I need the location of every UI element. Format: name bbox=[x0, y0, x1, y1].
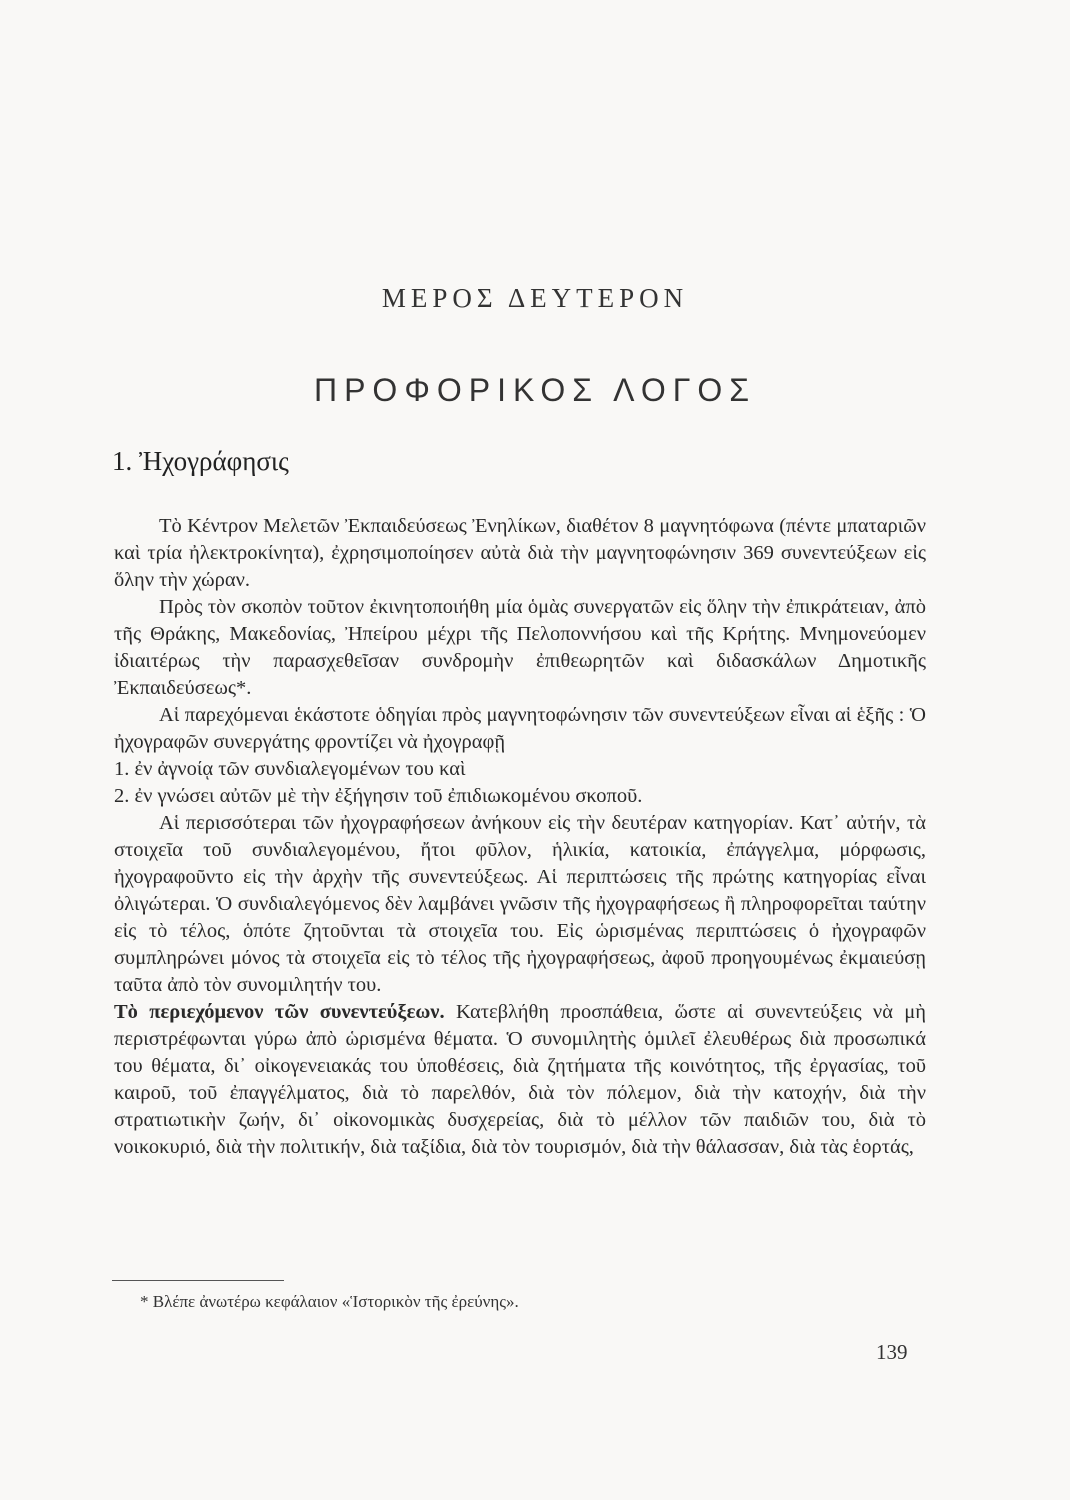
chapter-number: 1. bbox=[112, 446, 133, 476]
paragraph: Αἱ παρεχόμεναι ἑκάστοτε ὁδηγίαι πρὸς μαγνητοφώνησιν τῶν συνεντεύξεων εἶναι αἱ ἑξῆς : Ὁ ἠχογραφῶν συνεργάτης φροντίζει νὰ ἠχογραφῇ bbox=[114, 704, 926, 753]
page-number: 139 bbox=[876, 1340, 908, 1364]
paragraph-text: Κατεβλήθη προσπάθεια, ὥστε αἱ συνεντεύξεις νὰ μὴ περιστρέφωνται γύρω ἀπὸ ὡρισμένα θέματα. Ὁ συνομιλητὴς ὁμιλεῖ ἐλευθέρως διὰ προσωπικά του θέματα, δι᾽ οἰκογενειακάς του ὑποθέσεις, διὰ ζητήματα τῆς κοινότητος, τῆς ἐργασίας, τοῦ καιροῦ, τοῦ ἐπαγγέλματος, διὰ τὸ παρελθόν, διὰ τὸν πόλεμον, διὰ τὴν κατοχήν, διὰ τὴν στρατιωτικὴν ζωήν, δι᾽ οἰκονομικὰς δυσχερείας, διὰ τὸ μέλλον τῶν παιδιῶν του, διὰ τὸ νοικοκυριό, διὰ τὴν πολιτικήν, διὰ ταξίδια, διὰ τὸν τουρισμόν, διὰ τὴν θάλασσαν, διὰ τὰς ἑορτάς, bbox=[114, 1001, 927, 1158]
paragraph-lead: Τὸ περιεχόμενον τῶν συνεντεύξεων. bbox=[114, 1001, 445, 1023]
chapter-heading bbox=[112, 446, 289, 477]
part-title: ΜΕΡΟΣ ΔΕΥΤΕΡΟΝ bbox=[381, 283, 689, 313]
body-text bbox=[114, 513, 926, 1161]
section-title: ΠΡΟΦΟΡΙΚΟΣ ΛΟΓΟΣ bbox=[313, 372, 757, 408]
list-item: 2. ἐν γνώσει αὐτῶν μὲ τὴν ἐξήγησιν τοῦ ἐπιδιωκομένου σκοποῦ. bbox=[114, 785, 643, 807]
footnote: * Βλέπε ἀνωτέρω κεφάλαιον «Ἱστορικὸν τῆς ἐρεύνης». bbox=[140, 1292, 519, 1311]
paragraph: Αἱ περισσότεραι τῶν ἠχογραφήσεων ἀνήκουν εἰς τὴν δευτέραν κατηγορίαν. Κατ᾽ αὐτήν, τὰ στοιχεῖα τοῦ συνδιαλεγομένου, ἤτοι φῦλον, ἡλικία, κατοικία, ἐπάγγελμα, μόρφωσις, ἠχογραφοῦντο εἰς τὴν ἀρχὴν τῆς συνεντεύξεως. Αἱ περιπτώσεις τῆς πρώτης κατηγορίας εἶναι ὀλιγώτεραι. Ὁ συνδιαλεγόμενος δὲν λαμβάνει γνῶσιν τῆς ἠχογραφήσεως ἢ πληροφορεῖται ταύτην εἰς τὸ τέλος, ὁπότε ζητοῦνται τὰ στοιχεῖα του. Εἰς ὡρισμένας περιπτώσεις ὁ ἠχογραφῶν συμπληρώνει μόνος τὰ στοιχεῖα εἰς τὸ τέλος τῆς ἠχογραφήσεως, ἀφοῦ προηγουμένως ἐκμαιεύσῃ ταῦτα ἀπὸ τὸν συνομιλητήν του. bbox=[114, 812, 926, 996]
footnote-rule bbox=[112, 1280, 284, 1281]
list-item: 1. ἐν ἀγνοίᾳ τῶν συνδιαλεγομένων του καὶ bbox=[114, 758, 466, 780]
paragraph: Τὸ Κέντρον Μελετῶν Ἐκπαιδεύσεως Ἐνηλίκων, διαθέτον 8 μαγνητόφωνα (πέντε μπαταριῶν καὶ τρία ἠλεκτροκίνητα), ἐχρησιμοποίησεν αὐτὰ διὰ τὴν μαγνητοφώνησιν 369 συνεντεύξεων εἰς ὅλην τὴν χώραν. bbox=[114, 515, 926, 591]
paragraph: Πρὸς τὸν σκοπὸν τοῦτον ἐκινητοποιήθη μία ὁμὰς συνεργατῶν εἰς ὅλην τὴν ἐπικράτειαν, ἀπὸ τῆς Θράκης, Μακεδονίας, Ἠπείρου μέχρι τῆς Πελοποννήσου καὶ τῆς Κρήτης. Μνημονεύομεν ἰδιαιτέρως τὴν παρασχεθεῖσαν συνδρομὴν ἐπιθεωρητῶν καὶ διδασκάλων Δημοτικῆς Ἐκπαιδεύσεως*. bbox=[114, 596, 926, 699]
paragraph bbox=[114, 999, 926, 1161]
chapter-title: Ἠχογράφησις bbox=[139, 446, 289, 476]
